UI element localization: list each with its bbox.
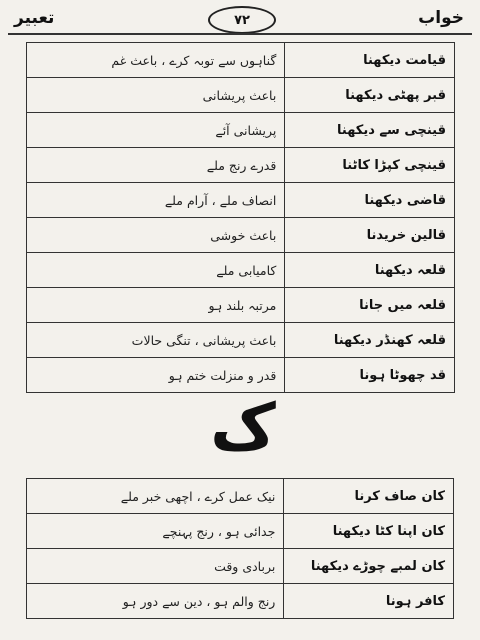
header-divider bbox=[8, 33, 472, 35]
meaning-cell: بربادی وقت bbox=[27, 549, 284, 584]
term-cell: قلعہ کھنڈر دیکھنا bbox=[285, 323, 455, 358]
dream-table-qaf bbox=[26, 42, 455, 393]
term-cell: قالین خریدنا bbox=[285, 218, 455, 253]
meaning-cell: باعث پریشانی bbox=[27, 78, 285, 113]
meaning-cell: باعث پریشانی ، تنگی حالات bbox=[27, 323, 285, 358]
meaning-cell: انصاف ملے ، آرام ملے bbox=[27, 183, 285, 218]
dream-table-kaf bbox=[26, 478, 454, 619]
table-row bbox=[27, 549, 454, 584]
term-cell: قبر پھٹی دیکھنا bbox=[285, 78, 455, 113]
table-row bbox=[27, 253, 455, 288]
table-row bbox=[27, 584, 454, 619]
meaning-cell: قدر و منزلت ختم ہو bbox=[27, 358, 285, 393]
table-row bbox=[27, 479, 454, 514]
term-cell: کان لمبے چوڑے دیکھنا bbox=[284, 549, 454, 584]
meaning-cell: قدرے رنج ملے bbox=[27, 148, 285, 183]
term-cell: قد چھوٹا ہونا bbox=[285, 358, 455, 393]
meaning-cell: رنج والم ہو ، دین سے دور ہو bbox=[27, 584, 284, 619]
table-row bbox=[27, 148, 455, 183]
meaning-cell: مرتبہ بلند ہو bbox=[27, 288, 285, 323]
table-row bbox=[27, 113, 455, 148]
table-row bbox=[27, 323, 455, 358]
meaning-cell: باعث خوشی bbox=[27, 218, 285, 253]
term-cell: قاضی دیکھنا bbox=[285, 183, 455, 218]
header-left-title: تعبیر bbox=[14, 8, 55, 28]
meaning-cell: پریشانی آئے bbox=[27, 113, 285, 148]
header-right-title: خواب bbox=[418, 8, 464, 28]
table-row bbox=[27, 43, 455, 78]
meaning-cell: نیک عمل کرے ، اچھی خبر ملے bbox=[27, 479, 284, 514]
table-row bbox=[27, 218, 455, 253]
term-cell: کان صاف کرنا bbox=[284, 479, 454, 514]
meaning-cell: گناہوں سے توبہ کرے ، باعث غم bbox=[27, 43, 285, 78]
meaning-cell: جدائی ہو ، رنج پہنچے bbox=[27, 514, 284, 549]
table-row bbox=[27, 288, 455, 323]
term-cell: قلعہ میں جانا bbox=[285, 288, 455, 323]
term-cell: قینچی کپڑا کاٹنا bbox=[285, 148, 455, 183]
table-row bbox=[27, 514, 454, 549]
term-cell: کان اپنا کٹا دیکھنا bbox=[284, 514, 454, 549]
meaning-cell: کامیابی ملے bbox=[27, 253, 285, 288]
table-row bbox=[27, 78, 455, 113]
term-cell: کافر ہونا bbox=[284, 584, 454, 619]
table-row bbox=[27, 183, 455, 218]
section-letter-kaf: ک bbox=[210, 391, 276, 465]
term-cell: قینچی سے دیکھنا bbox=[285, 113, 455, 148]
page-header bbox=[0, 0, 480, 34]
term-cell: قلعہ دیکھنا bbox=[285, 253, 455, 288]
page-number: ۷۲ bbox=[208, 6, 276, 34]
term-cell: قیامت دیکھنا bbox=[285, 43, 455, 78]
